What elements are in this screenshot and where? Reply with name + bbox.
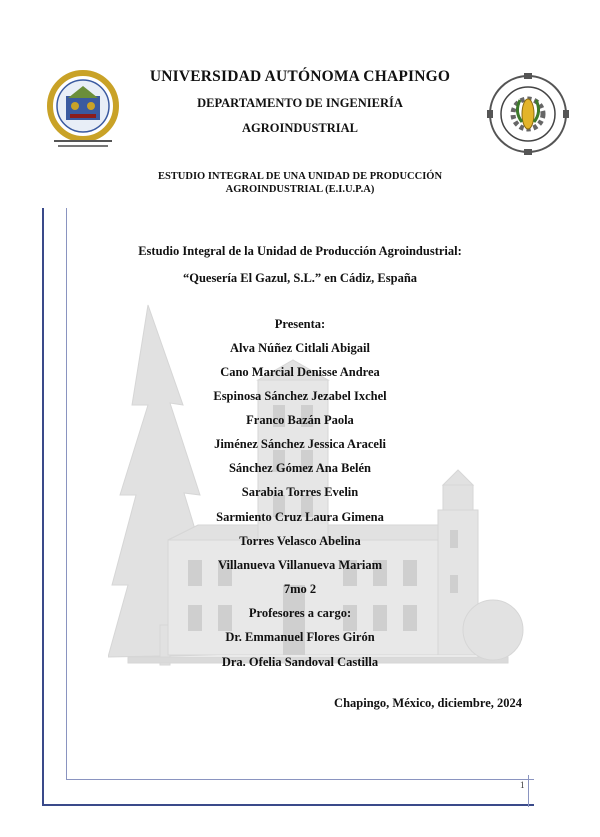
frame-line-right <box>528 775 529 807</box>
department-name-line2: AGROINDUSTRIAL <box>242 121 358 135</box>
document-title-line1: Estudio Integral de la Unidad de Producción Agroindustrial: <box>138 244 462 258</box>
student-name: Cano Marcial Denisse Andrea <box>220 365 380 379</box>
student-name: Villanueva Villanueva Mariam <box>217 558 383 572</box>
course-subject-line2: AGROINDUSTRIAL (E.I.U.P.A) <box>225 184 375 195</box>
frame-line-bottom-outer <box>42 804 534 806</box>
student-name: Torres Velasco Abelina <box>239 534 361 548</box>
frame-line-bottom-inner <box>66 779 534 780</box>
frame-line-outer-left <box>42 208 44 806</box>
student-name: Espinosa Sánchez Jezabel Ixchel <box>213 389 387 403</box>
professor-name: Dr. Emmanuel Flores Girón <box>225 630 375 644</box>
professor-name: Dra. Ofelia Sandoval Castilla <box>221 655 379 669</box>
group-label: 7mo 2 <box>283 582 317 596</box>
place-and-date: Chapingo, México, diciembre, 2024 <box>334 696 522 710</box>
university-name: UNIVERSIDAD AUTÓNOMA CHAPINGO <box>149 68 451 85</box>
professors-label: Profesores a cargo: <box>248 606 352 620</box>
student-name: Sarabia Torres Evelin <box>241 485 359 499</box>
document-title-line2: “Quesería El Gazul, S.L.” en Cádiz, España <box>182 271 418 285</box>
course-subject <box>0 170 600 196</box>
course-subject-line1: ESTUDIO INTEGRAL DE UNA UNIDAD DE PRODUCCIÓN <box>157 171 443 182</box>
student-name: Franco Bazán Paola <box>246 413 354 427</box>
department-name-line1: DEPARTAMENTO DE INGENIERÍA <box>197 96 403 110</box>
student-name: Sarmiento Cruz Laura Gimena <box>216 510 384 524</box>
presenta-label: Presenta: <box>274 317 326 331</box>
student-name: Alva Núñez Citlali Abigail <box>230 341 370 355</box>
student-name: Sánchez Gómez Ana Belén <box>228 461 371 475</box>
student-name: Jiménez Sánchez Jessica Araceli <box>214 437 386 451</box>
page-number: 1 <box>520 780 525 790</box>
